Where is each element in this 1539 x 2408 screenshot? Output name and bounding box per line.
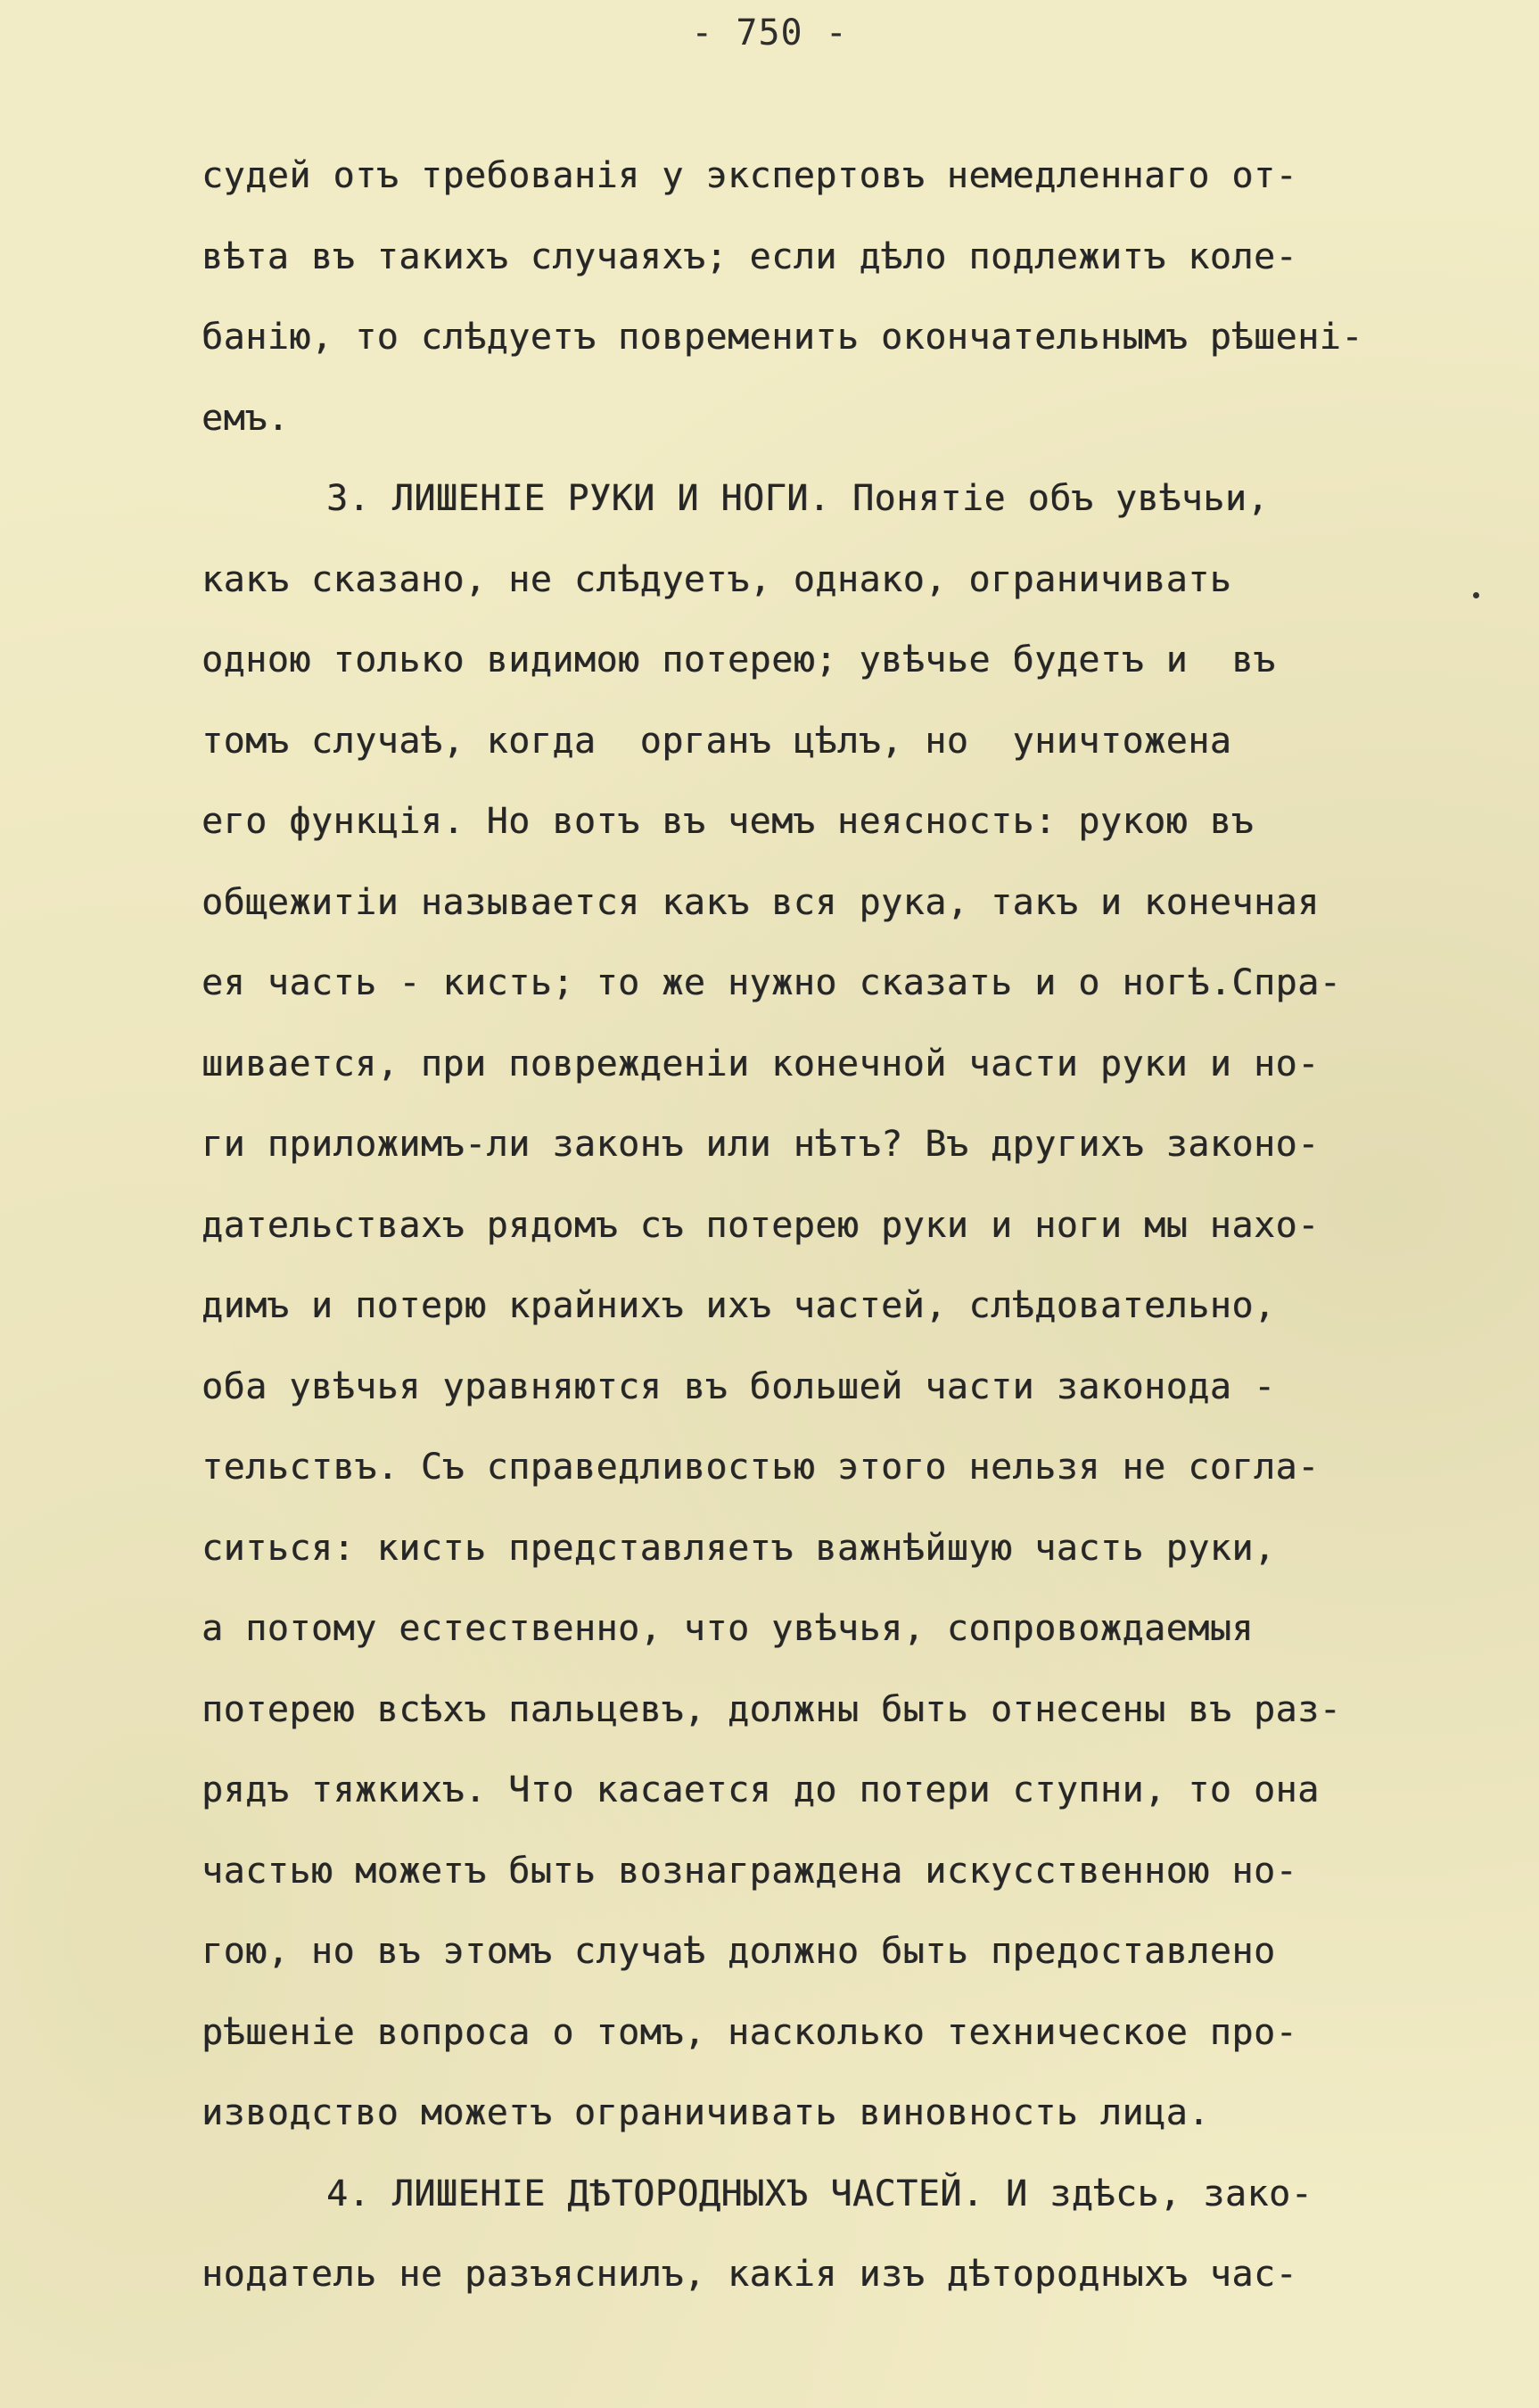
section-heading-line: 4. ЛИШЕНІЕ ДѢТОРОДНЫХЪ ЧАСТЕЙ. И здѣсь, зако- <box>326 2173 1313 2214</box>
text-line: оба увѣчья уравняются въ большей части законода - <box>202 1365 1276 1407</box>
text-line: емъ. <box>202 397 290 439</box>
page-number: - 750 - <box>691 12 848 54</box>
text-line: судей отъ требованія у экспертовъ немедленнаго от- <box>202 155 1298 196</box>
text-line: его функція. Но вотъ въ чемъ неясность: рукою въ <box>202 801 1254 842</box>
typescript-body <box>202 136 1486 2315</box>
text-line: томъ случаѣ, когда органъ цѣлъ, но уничтожена <box>202 720 1232 762</box>
text-line: ситься: кисть представляетъ важнѣйшую часть руки, <box>202 1527 1276 1569</box>
text-line: гою, но въ этомъ случаѣ должно быть предоставлено <box>202 1931 1276 1972</box>
text-line: потерею всѣхъ пальцевъ, должны быть отнесены въ раз- <box>202 1688 1342 1730</box>
text-line: шивается, при поврежденіи конечной части руки и но- <box>202 1043 1320 1084</box>
text-line: рѣшеніе вопроса о томъ, насколько техническое про- <box>202 2011 1298 2053</box>
section-heading-line: 3. ЛИШЕНІЕ РУКИ И НОГИ. Понятіе объ увѣчьи, <box>326 478 1270 519</box>
text-line: какъ сказано, не слѣдуетъ, однако, ограничивать <box>202 558 1232 600</box>
text-line: нодатель не разъяснилъ, какія изъ дѣтородныхъ час- <box>202 2254 1298 2295</box>
text-line: ги приложимъ-ли законъ или нѣтъ? Въ другихъ законо- <box>202 1124 1320 1165</box>
text-line: банію, то слѣдуетъ повременить окончательнымъ рѣшені- <box>202 317 1363 358</box>
text-line: тельствъ. Съ справедливостью этого нельзя не согла- <box>202 1447 1320 1488</box>
text-line: вѣта въ такихъ случаяхъ; если дѣло подлежитъ коле- <box>202 235 1298 277</box>
text-line: дательствахъ рядомъ съ потерею руки и ноги мы нахо- <box>202 1204 1320 1246</box>
text-line: ея часть - кисть; то же нужно сказать и о ногѣ.Спра- <box>202 962 1342 1003</box>
text-line: частью можетъ быть вознаграждена искусственною но- <box>202 1850 1298 1892</box>
text-line: одною только видимою потерею; увѣчье будетъ и въ <box>202 639 1276 680</box>
text-line: рядъ тяжкихъ. Что касается до потери ступни, то она <box>202 1769 1320 1810</box>
text-line: димъ и потерю крайнихъ ихъ частей, слѣдовательно, <box>202 1285 1276 1326</box>
ink-dot <box>1473 592 1479 598</box>
text-line: изводство можетъ ограничивать виновность лица. <box>202 2092 1210 2133</box>
text-line: а потому естественно, что увѣчья, сопровождаемыя <box>202 1608 1254 1649</box>
text-line: общежитіи называется какъ вся рука, такъ и конечная <box>202 881 1320 923</box>
